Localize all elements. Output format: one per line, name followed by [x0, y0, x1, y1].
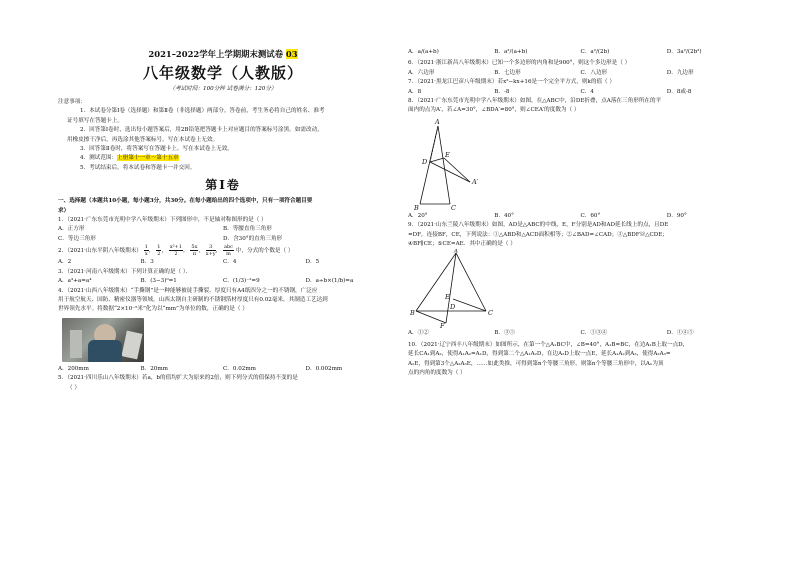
note-line: 证号填写在答题卡上。 [67, 117, 123, 124]
option: B．3 [140, 259, 154, 266]
q9-median-af [446, 253, 456, 323]
option: A．①② [408, 330, 429, 337]
q8-triangle-figure [408, 116, 528, 212]
option: D．0.002mm [305, 365, 343, 372]
question-8-line: 面内的点为A′，若∠A=30°，∠BDA′=80°，则∠CEA′的度数为（ ） [408, 107, 580, 114]
q2-suffix: 中，分式的个数是（ ） [235, 248, 294, 255]
q4-options [58, 365, 388, 374]
question-6: 6．（2021·浙江新昌八年级期末）已知一个多边形的内角和是900°，则这个多边形是（ ） [408, 60, 631, 67]
q8-side-ac [438, 126, 450, 204]
option: D．含30°的直角三角形 [223, 235, 283, 242]
q8-label-c: C [451, 203, 456, 212]
q8-label-b: B [414, 203, 419, 212]
q8-label-d: D [422, 157, 428, 166]
title-number: 03 [285, 49, 298, 59]
section-title: 第Ⅰ卷 [205, 178, 241, 193]
option: C．①③④ [580, 330, 608, 337]
fraction: $\frac{3}{x+y}$ [205, 244, 216, 258]
q9-label-d: D [450, 303, 456, 312]
option: B．③⑤ [494, 330, 516, 337]
q9-label-b: B [410, 309, 415, 318]
option: A．六边形 [408, 69, 435, 76]
steel-photo [62, 318, 144, 362]
option: A．8 [408, 88, 422, 95]
option: B．-8 [494, 88, 510, 95]
q8-label-a: A [435, 117, 440, 126]
question-4-line: 4．（2021·山西八年级期末）“手撕钢”是一种能够被徒手撕裂、厚度只有A4纸四分之一的不锈钢，广泛应 [58, 287, 318, 294]
option: C．0.02mm [223, 365, 256, 372]
fraction: $\frac{1}{x}$ [144, 244, 148, 258]
option: D．8或-8 [666, 88, 692, 95]
section-intro: 一、选择题（本题共10小题，每小题3分，共30分。在每小题给出的四个选项中，只有一项符合题目要 [58, 198, 313, 205]
question-10-line: A₂E，得到第3个△A₂A₃E，……如此类推，可得到第n个等腰三角形，则第n个等腰三角形中，以Aₙ为顶 [408, 360, 664, 367]
exam-meta: （考试时间：100分钟 试卷满分：120分） [169, 86, 277, 92]
q8-label-e: E [445, 150, 450, 159]
question-4-line: 用于航空航天、国防、精密仪器等领域。山西太钢自主研制的不锈钢箔材厚度只有0.02毫米，其制造工艺达到 [58, 296, 328, 303]
title-text: 2021–2022学年上学期期末测试卷 [148, 49, 283, 59]
q9-options [408, 329, 753, 338]
question-10-line: 10．（2021·辽宁西丰八年级期末）如图所示，在第一个△A₁BC中，∠B=40°，A₁B=BC，在边A₁B上取一点D， [408, 341, 689, 348]
question-4-line: 世界领先水平。将数据“2×10⁻⁵米”化为以“mm”为单位的数，正确的是（ ） [58, 306, 248, 313]
option: A．200mm [58, 365, 89, 372]
note-range: 上册第十一章～第十五章 [117, 155, 179, 162]
note-line: 用橡皮擦干净后，再选涂其他答案标号。写在本试卷上无效。 [67, 136, 219, 143]
q9-triangle-figure [408, 249, 518, 329]
fraction: $\frac{5x}{\pi}$ [191, 244, 198, 258]
q9-label-e: E [445, 293, 450, 302]
exam-subtitle: 八年级数学（人教版） [142, 64, 303, 82]
question-9-line: ④BF∥CE；⑤CE=AE．其中正确的是（ ） [408, 241, 516, 248]
option: A．20° [408, 212, 428, 219]
q9-side-ac [456, 253, 486, 311]
question-5-paren: （ ） [67, 384, 80, 391]
option: C．4 [223, 259, 237, 266]
fraction: $\frac{\text{abc}}{m}$ [224, 244, 233, 258]
q9-label-a: A [454, 249, 458, 255]
option: B．20mm [140, 365, 168, 372]
note-line: 2．回答第Ⅰ卷时，选出每小题答案后，用2B铅笔把答题卡上对应题目的答案标号涂黑。如需改动， [80, 127, 323, 134]
question-8-line: 8．（2021·广东东莞市光明中学八年级期末）如图，在△ABC中，沿DE折叠，点A落在三角形所在的平 [408, 98, 662, 105]
option: C．4 [580, 88, 594, 95]
right-column [408, 48, 753, 379]
option: C．a²/(2b) [580, 49, 610, 55]
question-10-line: 点的内角的度数为（ ） [408, 370, 466, 377]
option: D．90° [666, 212, 687, 219]
option: B．等腰直角三角形 [223, 226, 272, 233]
note-range-label: 4．测试范围： [80, 155, 118, 162]
note-line: 1．本试卷分第Ⅰ卷（选择题）和第Ⅱ卷（非选择题）两部分。答卷前，考生务必将自己的姓名、准考 [80, 108, 325, 115]
fraction: $\frac{\text{x²+1}}{2}$ [169, 244, 183, 258]
q2-options [58, 258, 388, 267]
q7-options [408, 88, 753, 97]
option: C．(1/3)⁻²=9 [223, 278, 260, 285]
q8-fold-de [430, 158, 444, 162]
q5-options [408, 48, 753, 57]
option: D．5 [305, 259, 320, 266]
option: A．a³+a=a⁴ [58, 278, 92, 285]
question-2: 2．（2021·山东平阴八年级期末） $\frac{1}{x}$ ， $\frac{1}{2}$ ， $\frac{\text{x²+1}}{2}$ ， $\frac{5x}{\pi}$ ， $\frac{3}{x+y}$ ， $\frac{\text{abc}}{m}$ 中，分式的个数是（ ） [58, 244, 294, 258]
option: D．3a²/(2b²) [666, 49, 702, 55]
option: A．a/(a+b) [408, 49, 439, 55]
option: C．八边形 [580, 69, 608, 76]
q8-fold-da [430, 162, 470, 182]
option: B．a²/(a+b) [494, 49, 528, 55]
question-3: 3．（2021·河南八年级期末）下列计算正确的是（ ）． [58, 268, 192, 275]
fraction: $\frac{1}{2}$ [157, 244, 161, 258]
option: C．60° [580, 212, 601, 219]
q8-options [408, 212, 753, 221]
note-line [58, 154, 388, 163]
note-line: 3．回答第Ⅱ卷时，将答案写在答题卡上。写在本试卷上无效。 [80, 146, 233, 153]
option: B．七边形 [494, 69, 521, 76]
notes-heading: 注意事项： [58, 99, 86, 105]
q8-fold-ea [444, 158, 470, 182]
option: C．等边三角形 [58, 235, 96, 242]
q1-options [58, 225, 388, 244]
option: B．(3−3)⁰=1 [140, 278, 177, 285]
question-7: 7．（2021·黑龙江巴彦八年级期末）若x²−kx+16是一个完全平方式，则k的值（ ） [408, 79, 615, 86]
left-column [58, 48, 388, 393]
option: B．40° [494, 212, 514, 219]
q6-options [408, 69, 753, 78]
option: A．正方形 [58, 226, 85, 233]
section-intro-cont: 求） [58, 207, 70, 214]
q9-label-c: C [488, 309, 493, 318]
exam-title [58, 48, 388, 60]
option: D．a÷b×(1/b)=a [305, 278, 354, 285]
option: A．2 [58, 259, 72, 266]
note-line: 5．考试结束后，将本试卷和答题卡一并交回。 [80, 164, 196, 171]
question-9-line: =DF，连接BF，CE，下列说法：①△ABD和△ACD面积相等；②∠BAD=∠CAD；③△BDF≌△CDE； [408, 231, 668, 238]
q9-label-f: F [440, 322, 445, 330]
q2-prefix: 2．（2021·山东平阴八年级期末） [58, 248, 142, 255]
q3-options [58, 277, 388, 286]
option: D．九边形 [666, 69, 694, 76]
q8-label-a-prime: A′ [472, 177, 479, 186]
question-1: 1．（2021·广东东莞市光明中学八年级期末）下列图形中，不是轴对称图形的是（ ） [58, 217, 267, 224]
question-10-line: 延长CA₁到A₂，使得A₁A₂=A₁D，得到第二个△A₁A₂D，在边A₂D上取一点E，延长A₁A₂到A₃，使得A₂A₃= [408, 351, 671, 358]
question-9-line: 9．（2021·山东兰陵八年级期末）如图，AD是△ABC的中线，E，F分别是AD和AD延长线上的点，且DE [408, 222, 669, 229]
question-5: 5．（2021·四川乐山八年级期末）若a，b的值均扩大为原来的2倍，则下列分式的值保持不变的是 [58, 375, 298, 382]
option: D．①④⑤ [666, 330, 694, 337]
